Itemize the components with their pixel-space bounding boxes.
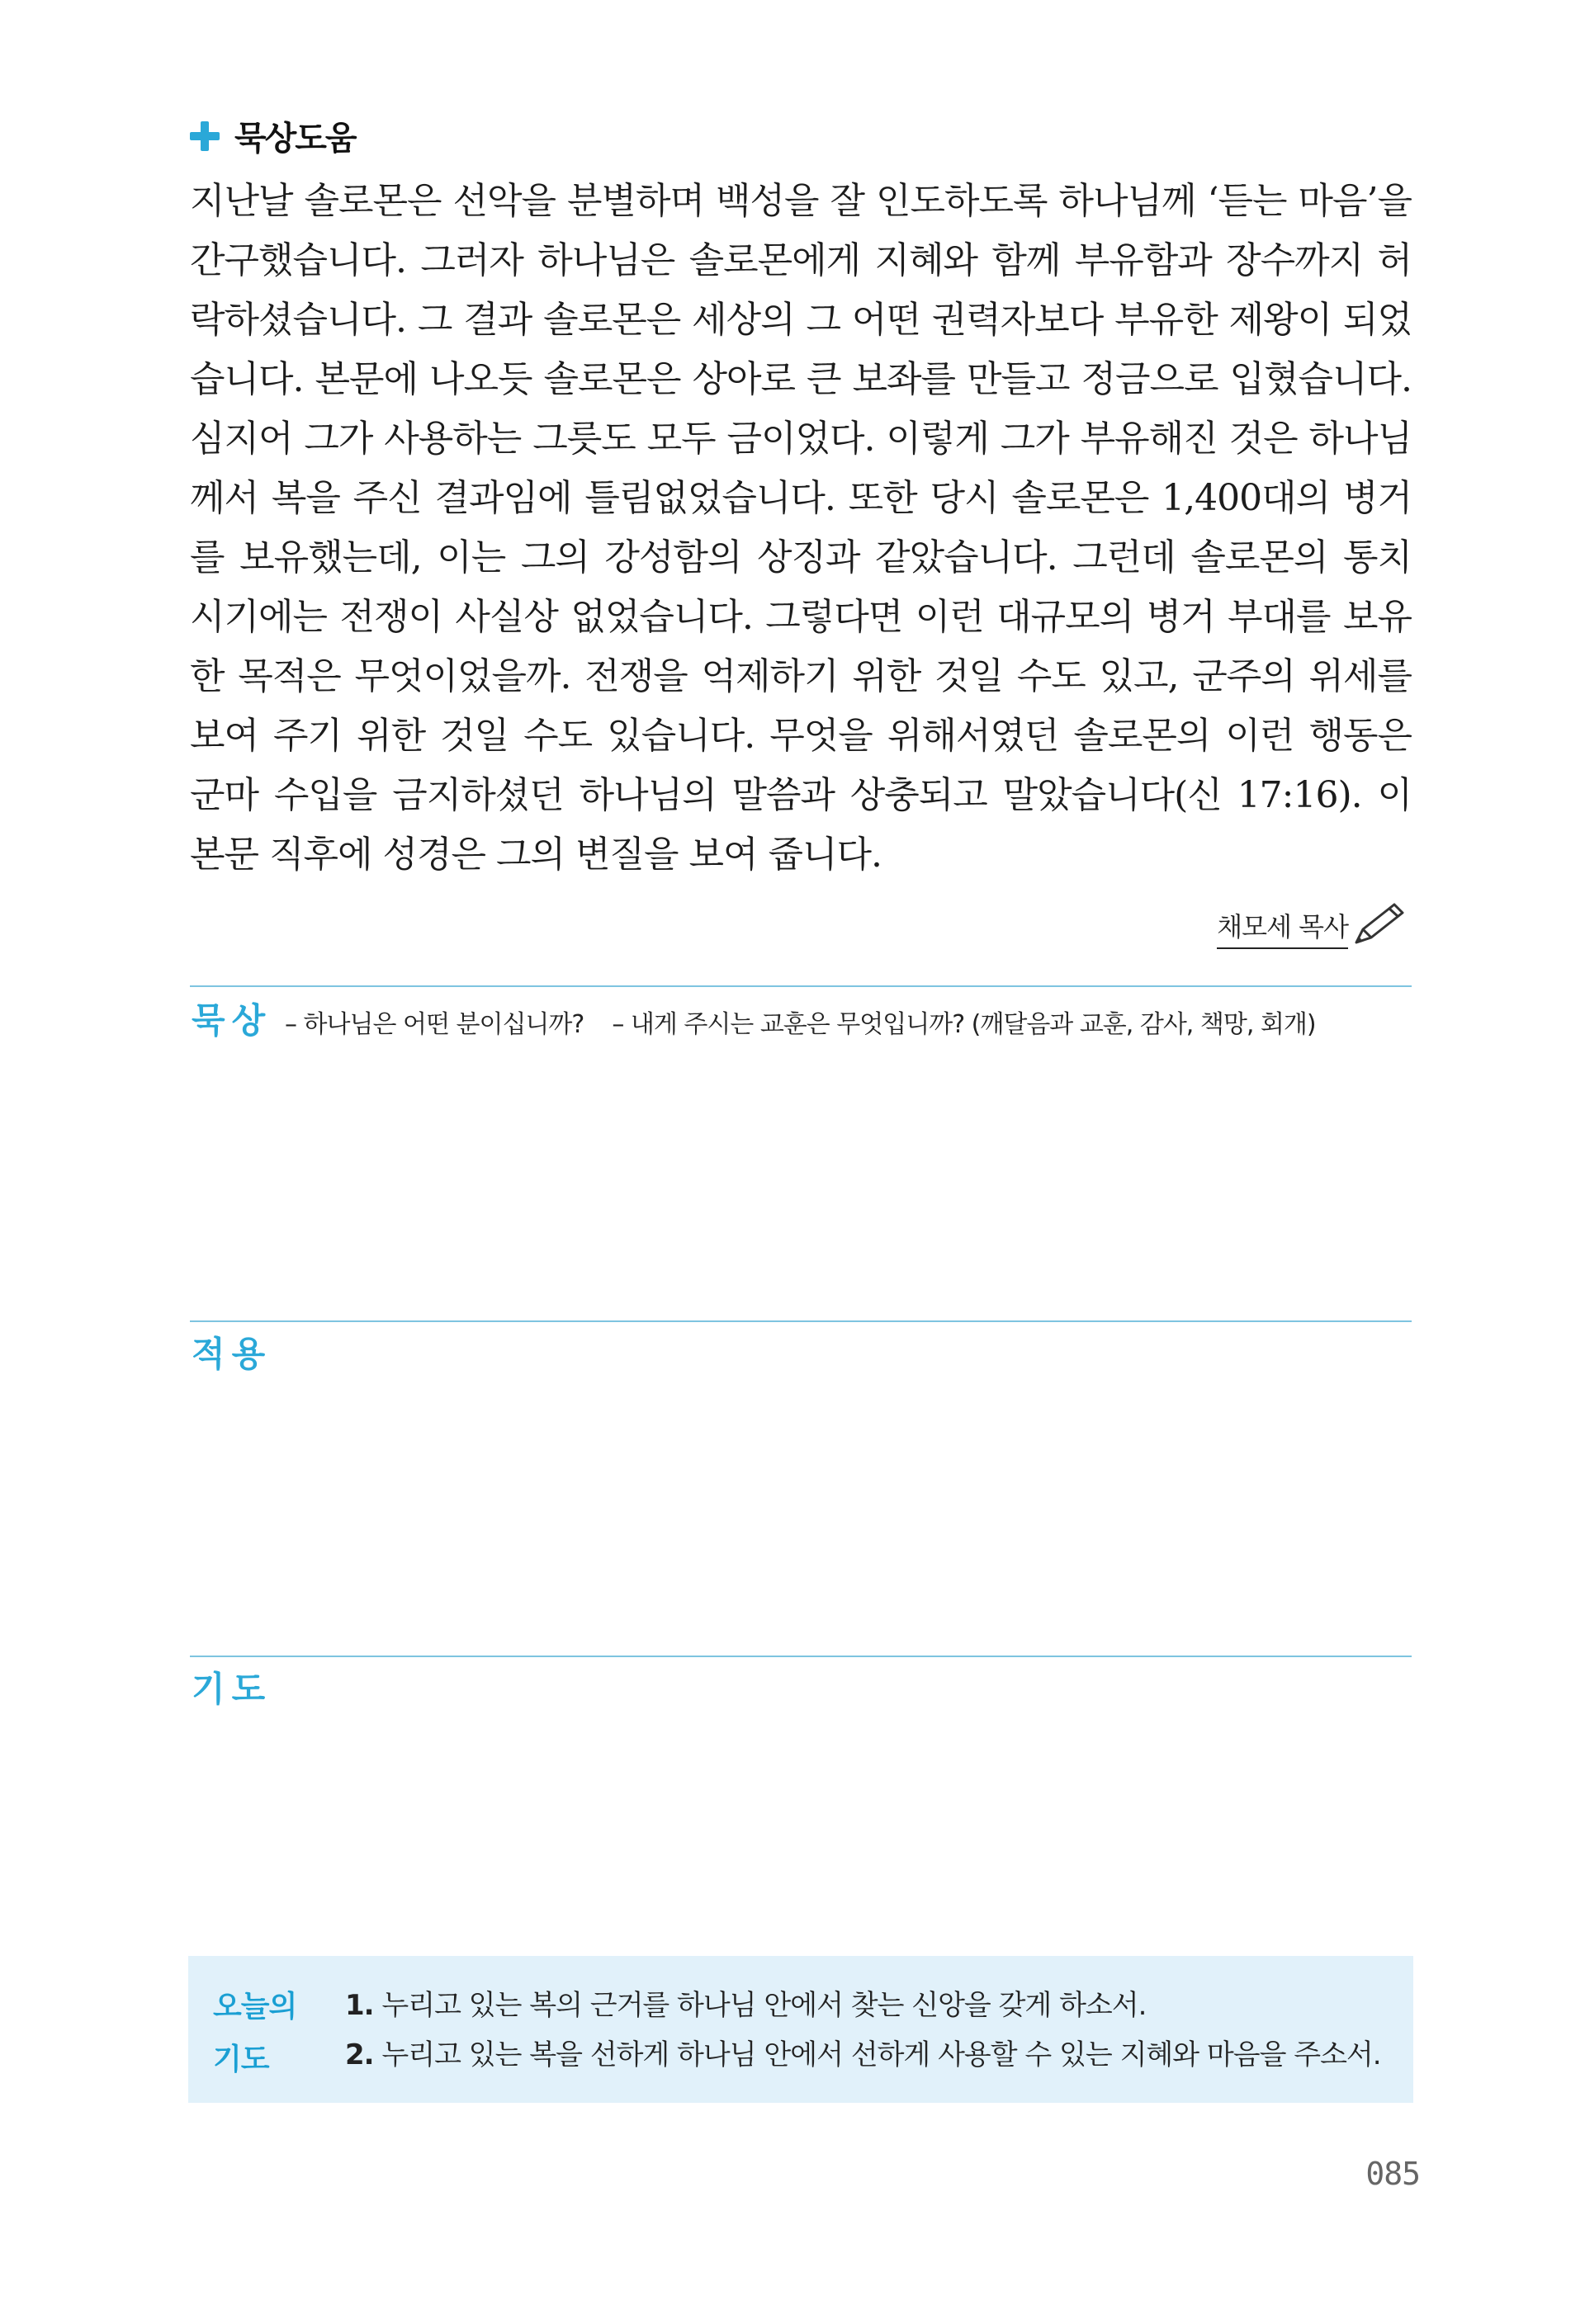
body-paragraph: 지난날 솔로몬은 선악을 분별하며 백성을 잘 인도하도록 하나님께 ‘듣는 마음’을 간구했습니다. 그러자 하나님은 솔로몬에게 지혜와 함께 부유함과 장수까지 허락하셨습니다. 그 결과 솔로몬은 세상의 그 어떤 권력자보다 부유한 제왕이 되었습니다. 본문에 나오듯 솔로몬은 상아로 큰 보좌를 만들고 정금으로 입혔습니다. 심지어 그가 사용하는 그릇도 모두 금이었다. 이렇게 그가 부유해진 것은 하나님께서 복을 주신 결과임에 틀림없었습니다. 또한 당시 솔로몬은 1,400대의 병거를 보유했는데, 이는 그의 강성함의 상징과 같았습니다. 그런데 솔로몬의 통치 시기에는 전쟁이 사실상 없었습니다. 그렇다면 이런 대규모의 병거 부대를 보유한 목적은 무엇이었을까. 전쟁을 억제하기 위한 것일 수도 있고, 군주의 위세를 보여 주기 위한 것일 수도 있습니다. 무엇을 위해서였던 솔로몬의 이런 행동은 군마 수입을 금지하셨던 하나님의 말씀과 상충되고 말았습니다(신 17:16). 이 본문 직후에 성경은 그의 변질을 보여 줍니다. [190,180,1412,876]
prayer-label: 기도 [192,1669,272,1709]
pencil-icon [1351,900,1409,949]
divider-line [190,985,1412,987]
page-number: 085 [1365,2156,1420,2192]
divider-line [190,1656,1412,1657]
meditation-prompts [285,1004,1316,1040]
divider-line [190,1320,1412,1322]
meditation-label: 묵상 [192,1000,272,1041]
author-name: 채모세 목사 [1217,906,1348,949]
meditation-help-text [190,172,1412,885]
plus-icon [190,121,220,151]
section-title: 묵상도움 [234,120,356,158]
prayer-item: 1. 누리고 있는 복의 근거를 하나님 안에서 찾는 신앙을 갖게 하소서. [345,1989,1147,2022]
section-header [190,112,356,159]
application-label: 적용 [192,1334,272,1374]
todays-prayer-label: 오늘의 기도 [213,1990,297,2076]
prompt-who-is-god: – 하나님은 어떤 분이십니까? [285,1010,584,1039]
prompt-lesson: – 내게 주시는 교훈은 무엇입니까? (깨달음과 교훈, 감사, 책망, 회개) [612,1010,1316,1039]
prayer-item: 2. 누리고 있는 복을 선하게 하나님 안에서 선하게 사용할 수 있는 지혜와 마음을 주소서. [345,2038,1381,2071]
todays-prayer-box [188,1956,1413,2103]
author-signature [1217,900,1409,949]
prayer-list [345,1981,1381,2080]
